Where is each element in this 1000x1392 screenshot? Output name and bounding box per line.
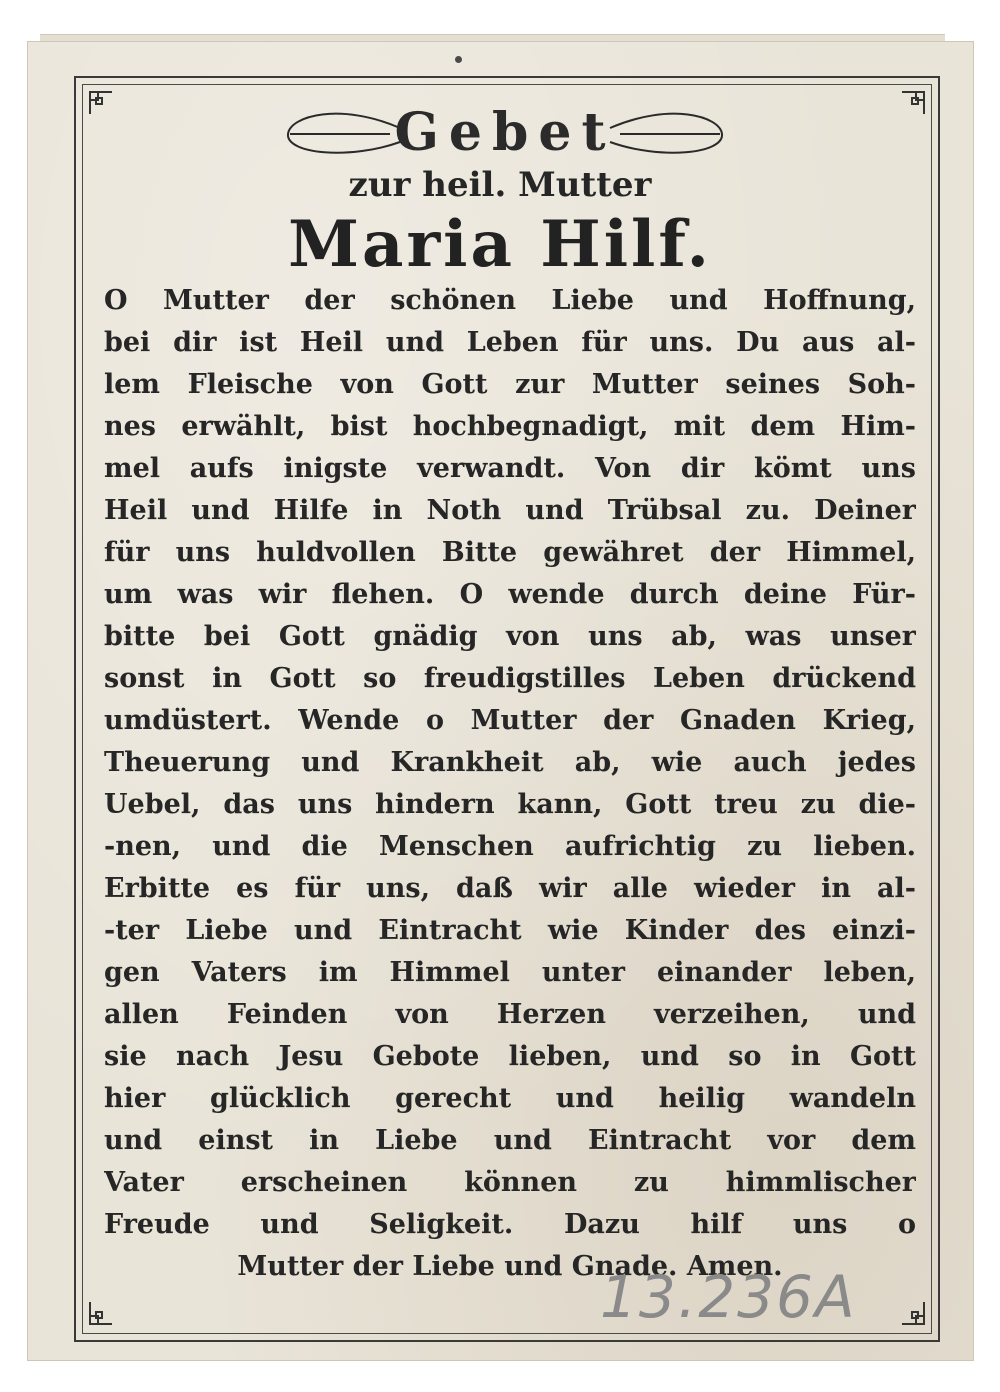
corner-ornament-top-left <box>88 90 114 116</box>
text-line: gen Vaters im Himmel unter einander leben, <box>104 957 916 988</box>
text-line: Theuerung und Krankheit ab, wie auch jedes <box>104 747 916 778</box>
text-line: allen Feinden von Herzen verzeihen, und <box>104 999 916 1030</box>
title-cartouche <box>280 98 730 168</box>
text-line: umdüstert. Wende o Mutter der Gnaden Krieg, <box>104 705 916 736</box>
text-line: Erbitte es für uns, daß wir alle wieder in al- <box>104 873 916 904</box>
text-line: hier glücklich gerecht und heilig wandeln <box>104 1083 916 1114</box>
text-line: bitte bei Gott gnädig von uns ab, was unser <box>104 621 916 652</box>
handwritten-catalog-number: 13.236A <box>600 1263 857 1331</box>
text-line: sonst in Gott so freudigstilles Leben drückend <box>104 663 916 694</box>
text-line: mel aufs inigste verwandt. Von dir kömt uns <box>104 453 916 484</box>
text-line: Freude und Seligkeit. Dazu hilf uns o <box>104 1209 916 1240</box>
text-line: für uns huldvollen Bitte gewähret der Himmel, <box>104 537 916 568</box>
corner-ornament-bottom-left <box>88 1300 114 1326</box>
text-line: lem Fleische von Gott zur Mutter seines Soh- <box>104 369 916 400</box>
text-line: -ter Liebe und Eintracht wie Kinder des einzi- <box>104 915 916 946</box>
text-line: nes erwählt, bist hochbegnadigt, mit dem Him- <box>104 411 916 442</box>
text-line-closing: Mutter der Liebe und Gnade. Amen. <box>237 1251 783 1282</box>
corner-ornament-bottom-right <box>900 1300 926 1326</box>
prayer-title: Gebet <box>394 102 616 163</box>
corner-ornament-top-right <box>900 90 926 116</box>
text-line: sie nach Jesu Gebote lieben, und so in Gott <box>104 1041 916 1072</box>
text-line: -nen, und die Menschen aufrichtig zu lieben. <box>104 831 916 862</box>
text-line: O Mutter der schönen Liebe und Hoffnung, <box>104 285 916 316</box>
text-line: Uebel, das uns hindern kann, Gott treu zu die- <box>104 789 916 820</box>
prayer-main-title: Maria Hilf. <box>288 207 712 282</box>
text-line: Vater erscheinen können zu himmlischer <box>104 1167 916 1198</box>
text-line: und einst in Liebe und Eintracht vor dem <box>104 1125 916 1156</box>
prayer-subtitle: zur heil. Mutter <box>348 165 652 205</box>
text-line: bei dir ist Heil und Leben für uns. Du aus al- <box>104 327 916 358</box>
text-line: Heil und Hilfe in Noth und Trübsal zu. Deiner <box>104 495 916 526</box>
prayer-text <box>104 280 916 1288</box>
pin-hole <box>455 56 462 63</box>
text-line: um was wir flehen. O wende durch deine Für- <box>104 579 916 610</box>
